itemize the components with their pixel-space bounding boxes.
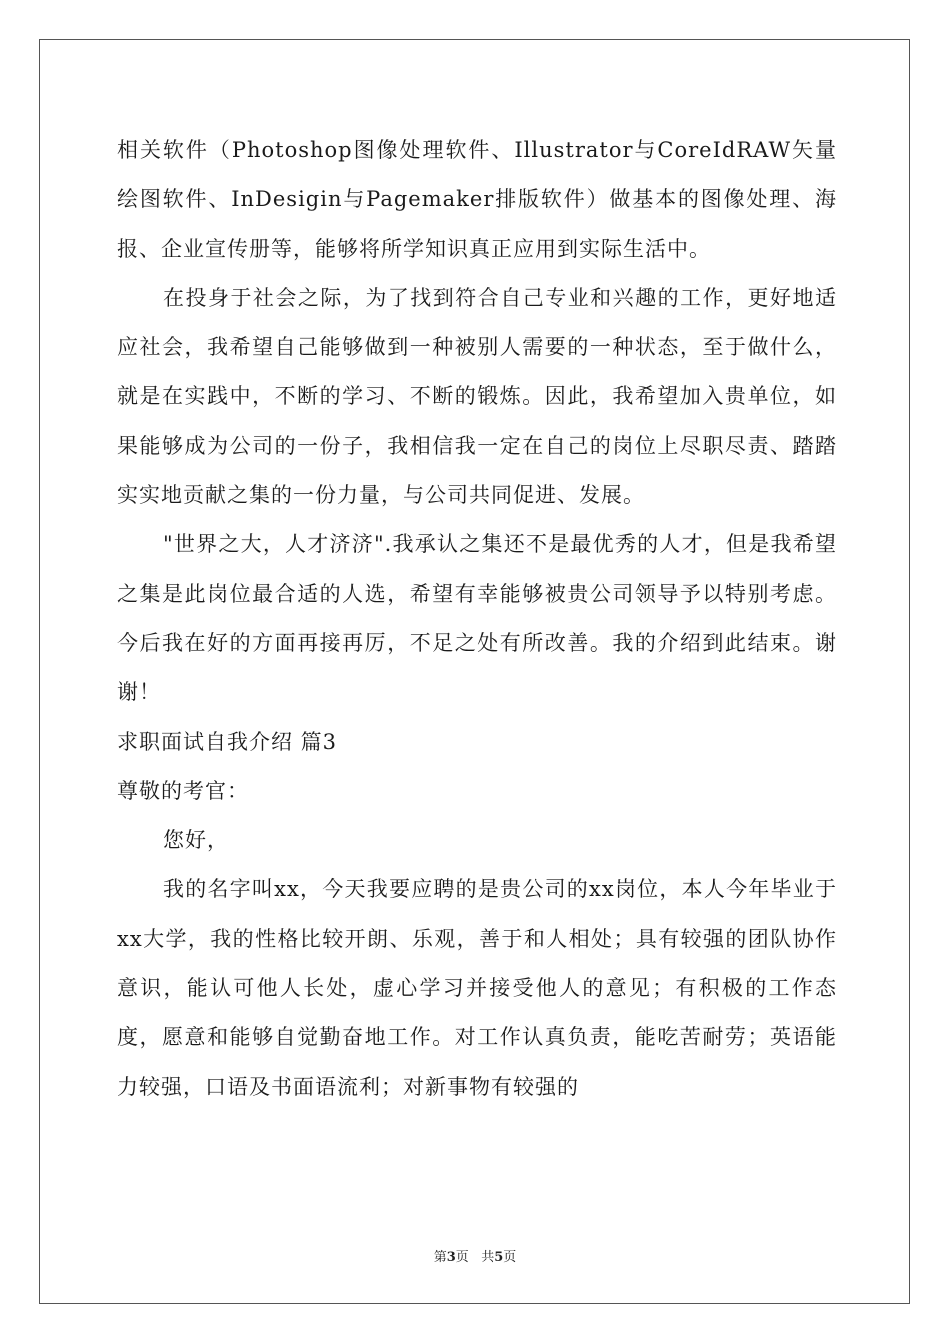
section-heading: 求职面试自我介绍 篇3 (117, 729, 338, 754)
paragraph-software-skills: 相关软件（Photoshop图像处理软件、Illustrator与CoreIdRAW矢量绘图软件、InDesigin与Pagemaker排版软件）做基本的图像处理、海报、企业宣传册等，能够将所学知识真正应用到实际生活中。 (117, 138, 837, 261)
paragraph-career-goal: 在投身于社会之际，为了找到符合自己专业和兴趣的工作，更好地适应社会，我希望自己能够做到一种被别人需要的一种状态，至于做什么，就是在实践中，不断的学习、不断的锻炼。因此，我希望加入贵单位，如果能够成为公司的一份子，我相信我一定在自己的岗位上尽职尽责、踏踏实实地贡献之集的一份力量，与公司共同促进、发展。 (117, 285, 837, 508)
footer-prefix: 第 (433, 1250, 447, 1265)
document-body (117, 126, 837, 1112)
footer-page-suffix: 页 (455, 1250, 469, 1265)
paragraph-self-introduction: 我的名字叫xx，今天我要应聘的是贵公司的xx岗位，本人今年毕业于xx大学，我的性格比较开朗、乐观，善于和人相处；具有较强的团队协作意识，能认可他人长处，虚心学习并接受他人的意见；有积极的工作态度，愿意和能够自觉勤奋地工作。对工作认真负责，能吃苦耐劳；英语能力较强，口语及书面语流利；对新事物有较强的 (117, 877, 837, 1099)
footer-total-pages: 5 (494, 1250, 504, 1265)
footer-current-page: 3 (446, 1250, 456, 1265)
page-footer (0, 1246, 950, 1265)
salutation: 尊敬的考官： (117, 778, 249, 803)
paragraph-closing: "世界之大，人才济济".我承认之集还不是最优秀的人才，但是我希望之集是此岗位最合适的人选，希望有幸能够被贵公司领导予以特别考虑。今后我在好的方面再接再厉，不足之处有所改善。我的介绍到此结束。谢谢！ (117, 532, 837, 705)
footer-total-prefix: 共 (481, 1250, 495, 1265)
footer-total-suffix: 页 (503, 1250, 517, 1265)
greeting: 您好， (163, 828, 229, 853)
